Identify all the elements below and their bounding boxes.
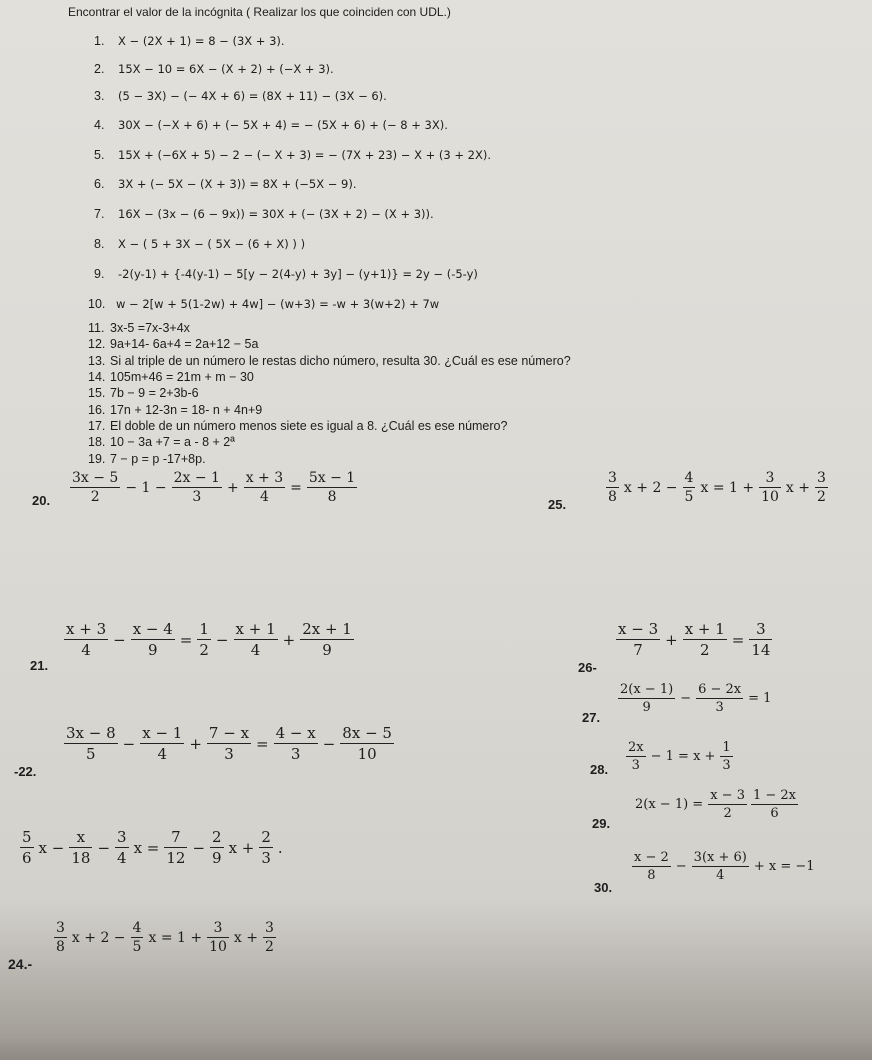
operator: −	[675, 859, 687, 874]
item-29-number: 29.	[592, 816, 611, 831]
item-equation: 3X + (− 5X − (X + 3)) = 8X + (−5X − 9).	[118, 177, 357, 191]
item-13	[88, 353, 571, 369]
fraction-denominator: 8	[56, 939, 65, 955]
fraction-denominator: 10	[357, 745, 377, 763]
operator: −	[215, 630, 229, 649]
fraction-numerator: 4	[684, 470, 694, 486]
fraction-denominator: 3	[224, 745, 234, 763]
item-number: 14.	[88, 370, 106, 384]
fraction-denominator: 4	[250, 641, 261, 659]
fraction-denominator: 7	[633, 641, 643, 659]
item-number: 3.	[94, 89, 105, 103]
item-6	[94, 176, 356, 192]
fraction-denominator: 2	[265, 939, 274, 955]
fraction-numerator: x − 4	[132, 620, 173, 638]
item-28-equation	[624, 740, 735, 773]
item-number: 7.	[94, 207, 105, 221]
item-21-equation	[62, 620, 356, 659]
item-equation: 17n + 12-3n = 18- n + 4n+9	[110, 403, 263, 417]
item-7	[94, 206, 434, 222]
fraction-denominator: 2	[199, 641, 209, 659]
fraction-numerator: 1	[722, 740, 731, 755]
operator: −	[192, 838, 206, 857]
fraction-numerator: 7	[164, 828, 187, 848]
fraction-denominator: 3	[192, 489, 202, 505]
fraction-denominator: 4	[157, 745, 168, 763]
item-number: 1.	[94, 34, 105, 48]
item-2	[94, 61, 334, 77]
page-shadow	[0, 1038, 872, 1060]
item-20-equation	[68, 470, 359, 505]
fraction-denominator: 2	[90, 489, 100, 505]
fraction-denominator: 6	[22, 849, 32, 867]
item-number: 5.	[94, 148, 105, 162]
operator: −	[322, 734, 336, 753]
fraction-numerator: 2(x − 1)	[620, 682, 674, 697]
item-29-equation	[632, 788, 800, 821]
item-number: 13.	[88, 354, 106, 368]
item-number: 9.	[94, 267, 105, 281]
fraction-denominator: 6	[770, 806, 779, 821]
fraction-numerator: 2x − 1	[173, 470, 220, 486]
operator: −	[122, 734, 136, 753]
item-number: 17.	[88, 419, 106, 433]
item-number: 2.	[94, 62, 105, 76]
item-number: 18.	[88, 435, 106, 449]
fraction-denominator: 18	[71, 849, 91, 867]
fraction-denominator: 8	[647, 868, 656, 883]
operator: =	[731, 630, 745, 649]
item-19	[88, 451, 206, 467]
item-5	[94, 147, 491, 163]
fraction-denominator: 4	[716, 868, 725, 883]
fraction-denominator: 2	[817, 489, 826, 505]
fraction-numerator: 3x − 5	[72, 470, 119, 486]
fraction-numerator: 3	[608, 470, 617, 486]
fraction-numerator: 2	[212, 828, 222, 846]
fraction-numerator: x + 3	[245, 470, 284, 486]
item-26-number: 26-	[578, 660, 597, 675]
item-text: El doble de un número menos siete es igual a 8. ¿Cuál es ese número?	[110, 419, 508, 433]
fraction-denominator: 3	[261, 849, 271, 867]
fraction-numerator: 5x − 1	[308, 470, 356, 486]
item-equation: 7 − p = p -17+8p.	[110, 452, 206, 466]
fraction-denominator: 5	[132, 939, 142, 955]
fraction-denominator: 3	[722, 758, 731, 773]
fraction-denominator: 3	[631, 758, 640, 773]
fraction-denominator: 4	[117, 849, 127, 867]
item-number: 15.	[88, 386, 106, 400]
item-equation: X − ( 5 + 3X − ( 5X − (6 + X) ) )	[118, 237, 306, 251]
item-16	[88, 402, 262, 418]
item-equation: 10 − 3a +7 = a - 8 + 2ª	[110, 435, 235, 449]
operator: x + 2 −	[71, 929, 126, 946]
fraction-denominator: 3	[715, 700, 724, 715]
item-11	[88, 320, 190, 336]
item-26-equation	[614, 620, 774, 659]
item-22-number: -22.	[14, 764, 37, 779]
fraction-denominator: 4	[259, 489, 269, 505]
fraction-denominator: 5	[684, 489, 694, 505]
item-25-number: 25.	[548, 497, 567, 512]
item-number: 11.	[88, 321, 105, 335]
fraction-denominator: 9	[147, 641, 158, 659]
operator: +	[226, 479, 239, 496]
item-equation: w − 2[w + 5(1-2w) + 4w] − (w+3) = -w + 3(w+2) + 7w	[116, 297, 440, 311]
item-27-equation	[616, 682, 774, 715]
operator: .	[277, 838, 283, 857]
fraction-numerator: 2x + 1	[302, 620, 352, 638]
item-1	[94, 33, 285, 49]
fraction-denominator: 2	[723, 806, 732, 821]
operator: x =	[133, 838, 160, 857]
item-24-equation	[52, 920, 278, 955]
fraction-denominator: 12	[166, 849, 186, 867]
fraction-numerator: x + 1	[235, 620, 276, 638]
fraction-numerator: 3	[749, 620, 772, 640]
operator: − 1 = x +	[650, 749, 716, 764]
operator: +	[282, 630, 296, 649]
fraction-numerator: 7 − x	[208, 724, 250, 742]
item-28-number: 28.	[590, 762, 609, 777]
item-10	[88, 296, 439, 312]
fraction-denominator: 3	[290, 745, 301, 763]
item-number: 12.	[88, 337, 106, 351]
fraction-numerator: 4	[132, 920, 142, 936]
operator: x +	[233, 929, 258, 946]
fraction-denominator: 10	[209, 939, 227, 955]
operator: =	[256, 734, 269, 753]
fraction-denominator: 8	[327, 489, 337, 505]
item-24-number: 24.-	[8, 956, 33, 972]
operator: x −	[38, 838, 65, 857]
fraction-numerator: x	[69, 828, 92, 848]
item-25-equation	[604, 470, 830, 505]
fraction-numerator: 3	[759, 470, 781, 488]
item-3	[94, 88, 387, 104]
operator: −	[97, 838, 111, 857]
item-20-number: 20.	[32, 493, 51, 508]
fraction-denominator: 9	[212, 849, 222, 867]
fraction-numerator: 3	[817, 470, 826, 486]
item-text: Si al triple de un número le restas dicho número, resulta 30. ¿Cuál es ese número?	[110, 354, 571, 368]
fraction-numerator: 5	[22, 828, 32, 846]
operator: = 1	[748, 691, 772, 706]
item-equation: 30X − (−X + 6) + (− 5X + 4) = − (5X + 6) + (− 8 + 3X).	[118, 118, 448, 132]
item-17	[88, 418, 507, 434]
operator: + x = −1	[753, 859, 815, 874]
operator: =	[290, 479, 302, 496]
operator: =	[179, 630, 193, 649]
page-title: Encontrar el valor de la incógnita ( Realizar los que coinciden con UDL.)	[68, 5, 451, 19]
fraction-denominator: 8	[608, 489, 617, 505]
item-number: 4.	[94, 118, 105, 132]
item-21-number: 21.	[30, 658, 49, 673]
fraction-numerator: 8x − 5	[342, 724, 392, 742]
operator: +	[665, 630, 678, 649]
fraction-denominator: 4	[81, 641, 91, 659]
operator: − 1 −	[125, 479, 167, 496]
item-30-equation	[630, 850, 818, 883]
fraction-numerator: 4 − x	[275, 724, 316, 742]
operator: x = 1 +	[148, 929, 203, 946]
item-equation: 15X + (−6X + 5) − 2 − (− X + 3) = − (7X + 23) − X + (3 + 2X).	[118, 148, 491, 162]
item-equation: 3x-5 =7x-3+4x	[110, 321, 190, 335]
item-14	[88, 369, 254, 385]
fraction-numerator: 6 − 2x	[698, 682, 742, 697]
fraction-denominator: 9	[322, 641, 332, 659]
fraction-numerator: 3	[265, 920, 274, 936]
item-number: 16.	[88, 403, 106, 417]
item-equation: 15X − 10 = 6X − (X + 2) + (−X + 3).	[118, 62, 334, 76]
item-27-number: 27.	[582, 710, 601, 725]
item-9	[94, 266, 478, 282]
item-22-equation	[62, 724, 396, 763]
fraction-numerator: 1	[199, 620, 209, 638]
fraction-numerator: x − 2	[634, 850, 669, 865]
operator: x + 2 −	[623, 479, 678, 496]
item-equation: 7b − 9 = 2+3b-6	[110, 386, 199, 400]
fraction-numerator: 3(x + 6)	[693, 850, 747, 865]
fraction-numerator: 3x − 8	[66, 724, 116, 742]
operator: x +	[228, 838, 255, 857]
operator: x = 1 +	[700, 479, 755, 496]
item-number: 6.	[94, 177, 105, 191]
fraction-denominator: 5	[86, 745, 96, 763]
item-8	[94, 236, 305, 252]
operator: −	[680, 691, 692, 706]
item-15	[88, 385, 199, 401]
item-number: 8.	[94, 237, 105, 251]
fraction-numerator: 3	[56, 920, 65, 936]
fraction-numerator: x + 1	[684, 620, 725, 638]
fraction-numerator: 3	[117, 828, 127, 846]
fraction-numerator: x − 3	[618, 620, 659, 638]
item-equation: 105m+46 = 21m + m − 30	[110, 370, 254, 384]
fraction-numerator: x − 3	[710, 788, 745, 803]
item-equation: 16X − (3x − (6 − 9x)) = 30X + (− (3X + 2) − (X + 3)).	[118, 207, 434, 221]
item-4	[94, 117, 448, 133]
fraction-denominator: 2	[699, 641, 710, 659]
fraction-denominator: 14	[751, 641, 771, 659]
item-23-equation	[18, 828, 286, 867]
fraction-denominator: 10	[761, 489, 779, 505]
fraction-numerator: 3	[207, 920, 229, 938]
fraction-numerator: 2	[261, 828, 271, 846]
operator: 2(x − 1) =	[635, 797, 704, 812]
item-equation: 9a+14- 6a+4 = 2a+12 − 5a	[110, 337, 259, 351]
item-equation: X − (2X + 1) = 8 − (3X + 3).	[118, 34, 285, 48]
item-number: 10.	[88, 297, 106, 311]
item-30-number: 30.	[594, 880, 613, 895]
operator: +	[189, 734, 202, 753]
operator: −	[113, 630, 126, 649]
fraction-denominator: 9	[642, 700, 651, 715]
fraction-numerator: x − 1	[142, 724, 183, 742]
item-equation: -2(y-1) + {-4(y-1) − 5[y − 2(4-y) + 3y] − (y+1)} = 2y − (-5-y)	[118, 267, 478, 281]
item-equation: (5 − 3X) − (− 4X + 6) = (8X + 11) − (3X − 6).	[118, 89, 387, 103]
item-number: 19.	[88, 452, 106, 466]
item-12	[88, 336, 258, 352]
item-18	[88, 434, 235, 450]
fraction-numerator: 1 − 2x	[752, 788, 796, 803]
fraction-numerator: 2x	[628, 740, 644, 755]
operator: x +	[785, 479, 810, 496]
fraction-numerator: x + 3	[66, 620, 107, 638]
